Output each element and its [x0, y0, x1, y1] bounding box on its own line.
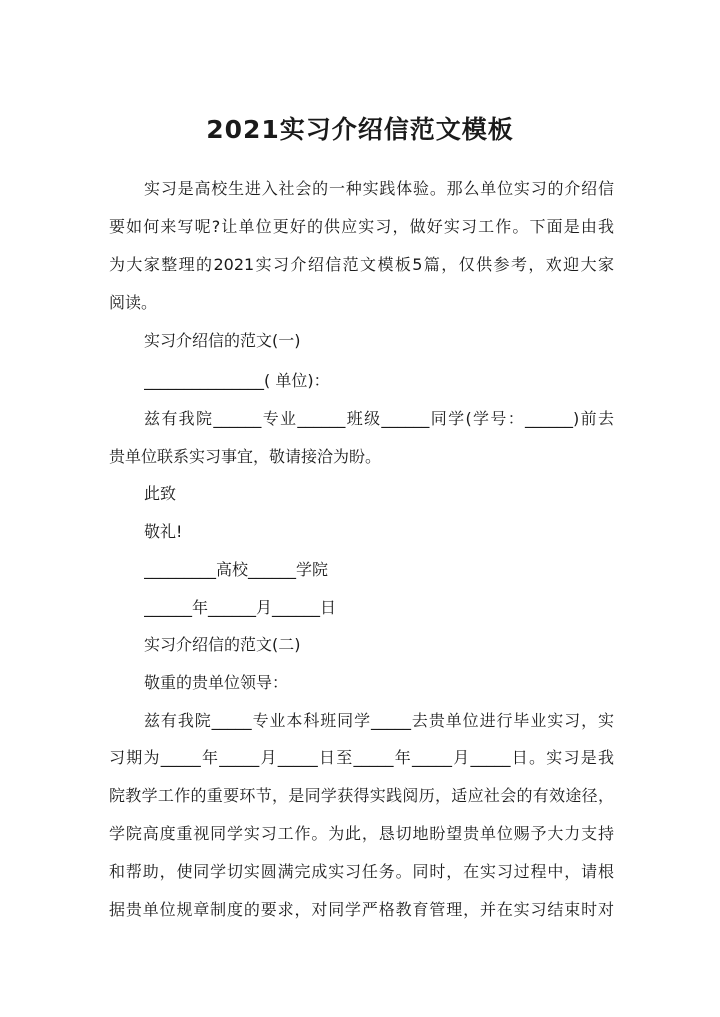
- letter1-date: ______年______月______日: [144, 598, 337, 617]
- letter2-body-line-4: 学院高度重视同学实习工作。为此，恳切地盼望贵单位赐予大力支持: [109, 824, 614, 843]
- letter1-body-line-2: 贵单位联系实习事宜，敬请接洽为盼。: [109, 447, 382, 466]
- intro-line-1: 实习是高校生进入社会的一种实践体验。那么单位实习的介绍信: [144, 179, 614, 198]
- document-title: 2021实习介绍信范文模板: [206, 115, 514, 144]
- letter1-sender: _________高校______学院: [144, 560, 329, 579]
- letter2-heading: 实习介绍信的范文(二): [144, 635, 301, 654]
- letter2-body-line-6: 据贵单位规章制度的要求，对同学严格教育管理，并在实习结束时对: [109, 900, 614, 919]
- letter1-closing-1: 此致: [144, 484, 177, 503]
- letter2-salutation: 敬重的贵单位领导：: [144, 673, 289, 692]
- letter1-recipient: _______________( 单位)：: [144, 371, 330, 390]
- letter2-body-line-3: 院教学工作的重要环节，是同学获得实践阅历，适应社会的有效途径，: [109, 786, 614, 805]
- letter1-closing-2: 敬礼!: [144, 522, 183, 541]
- letter2-body-line-2: 习期为_____年_____月_____日至_____年_____月_____日。实习是我: [109, 748, 614, 767]
- intro-line-4: 阅读。: [109, 293, 158, 312]
- intro-line-2: 要如何来写呢?让单位更好的供应实习，做好实习工作。下面是由我: [109, 217, 614, 236]
- letter2-body-line-1: 兹有我院_____专业本科班同学_____去贵单位进行毕业实习，实: [144, 711, 614, 730]
- intro-line-3: 为大家整理的2021实习介绍信范文模板5篇，仅供参考，欢迎大家: [109, 255, 614, 274]
- letter2-body-line-5: 和帮助，使同学切实圆满完成实习任务。同时，在实习过程中，请根: [109, 862, 614, 881]
- letter1-body-line-1: 兹有我院______专业______班级______同学(学号：______)前去: [144, 409, 614, 428]
- letter1-heading: 实习介绍信的范文(一): [144, 331, 301, 350]
